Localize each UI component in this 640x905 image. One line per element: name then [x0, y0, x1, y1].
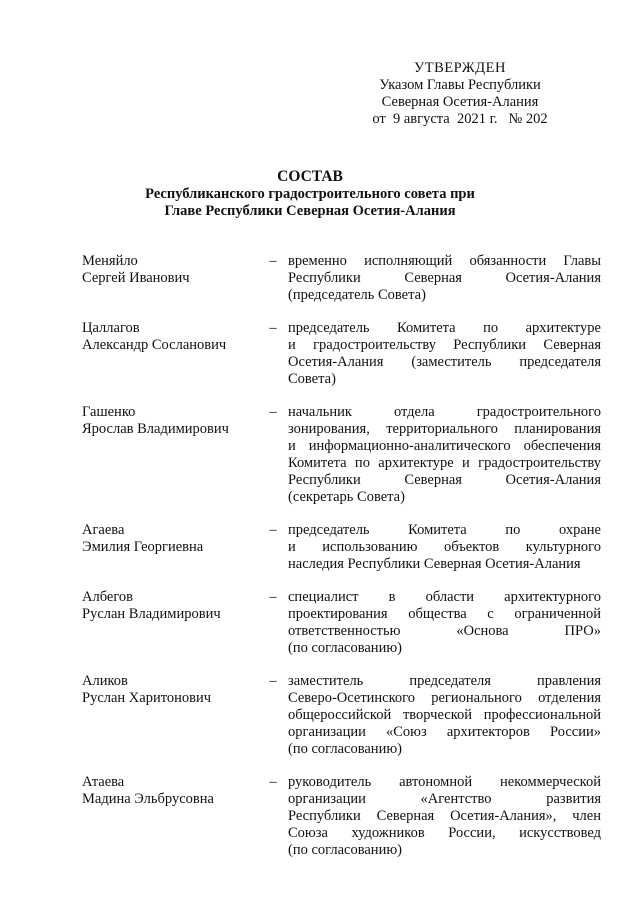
member-role-line: Осетия-Алания (заместитель председателя [288, 354, 601, 370]
member-dash: – [269, 522, 277, 538]
member-role-line: ответственностью «Основа ПРО» [288, 623, 601, 639]
member-given-names: Эмилия Георгиевна [82, 539, 204, 555]
member-role-line: Союза художников России, искусствовед [288, 825, 601, 841]
title-heading: СОСТАВ [277, 168, 343, 185]
member-role-line: (секретарь Совета) [288, 489, 405, 505]
member-name [82, 522, 258, 573]
member-name [82, 320, 258, 388]
approval-block [360, 60, 560, 128]
member-role-line: временно исполняющий обязанности Главы [288, 253, 601, 269]
member-given-names: Мадина Эльбрусовна [82, 791, 214, 807]
member-given-names: Александр Сосланович [82, 337, 227, 353]
member-dash: – [269, 589, 277, 605]
member-surname: Аликов [82, 673, 128, 689]
member-surname: Гашенко [82, 404, 136, 420]
member-role-line: (по согласованию) [288, 842, 402, 858]
member-given-names: Руслан Владимирович [82, 606, 221, 622]
member-dash: – [269, 673, 277, 689]
member-role-line: и использованию объектов культурного [288, 539, 601, 555]
approval-decree: Указом Главы Республики [379, 77, 541, 93]
member-role-line: председатель Комитета по охране [288, 522, 601, 538]
member-role [288, 404, 601, 506]
member-role-line: Республики Северная Осетия-Алания [288, 270, 601, 286]
member-name [82, 404, 258, 506]
member-role-line: (по согласованию) [288, 640, 402, 656]
member-role [288, 774, 601, 859]
member-role-line: начальник отдела градостроительного [288, 404, 601, 420]
member-given-names: Руслан Харитонович [82, 690, 212, 706]
members-list [82, 253, 602, 875]
member-row [82, 404, 602, 506]
member-role [288, 522, 601, 573]
member-role-line: общероссийской творческой профессиональной [288, 707, 601, 723]
member-role [288, 253, 601, 304]
member-role-line: Совета) [288, 371, 336, 387]
member-name [82, 253, 258, 304]
member-surname: Меняйло [82, 253, 138, 269]
member-name [82, 774, 258, 859]
member-role-line: наследия Республики Северная Осетия-Алания [288, 556, 581, 572]
approval-republic: Северная Осетия-Алания [381, 94, 539, 110]
member-surname: Атаева [82, 774, 125, 790]
member-role-line: организации «Агентство развития [288, 791, 601, 807]
member-role-line: Северо-Осетинского регионального отделения [288, 690, 601, 706]
member-role [288, 589, 601, 657]
member-surname: Агаева [82, 522, 125, 538]
member-surname: Цаллагов [82, 320, 140, 336]
member-dash: – [269, 253, 277, 269]
title-line-2: Главе Республики Северная Осетия-Алания [164, 203, 456, 219]
member-given-names: Ярослав Владимирович [82, 421, 229, 437]
member-row [82, 774, 602, 859]
member-given-names: Сергей Иванович [82, 270, 190, 286]
member-row [82, 320, 602, 388]
member-role-line: (председатель Совета) [288, 287, 426, 303]
member-role-line: организации «Союз архитекторов России» [288, 724, 601, 740]
member-row [82, 589, 602, 657]
approval-date-number: от 9 августа 2021 г. № 202 [372, 111, 548, 127]
member-row [82, 673, 602, 758]
approval-stamp: УТВЕРЖДЕН [414, 60, 506, 76]
member-role-line: Комитета по архитектуре и градостроительству [288, 455, 601, 471]
member-role-line: и информационно-аналитического обеспечения [288, 438, 601, 454]
member-role [288, 673, 601, 758]
member-role [288, 320, 601, 388]
member-role-line: и градостроительству Республики Северная [288, 337, 601, 353]
member-role-line: специалист в области архитектурного [288, 589, 601, 605]
title-line-1: Республиканского градостроительного совета при [145, 186, 475, 202]
member-name [82, 589, 258, 657]
member-dash: – [269, 320, 277, 336]
member-dash: – [269, 404, 277, 420]
member-role-line: председатель Комитета по архитектуре [288, 320, 601, 336]
member-row [82, 253, 602, 304]
member-role-line: зонирования, территориального планирования [288, 421, 601, 437]
member-row [82, 522, 602, 573]
member-dash: – [269, 774, 277, 790]
member-role-line: руководитель автономной некоммерческой [288, 774, 601, 790]
member-surname: Албегов [82, 589, 134, 605]
document-title [80, 168, 540, 220]
member-role-line: проектирования общества с ограниченной [288, 606, 601, 622]
member-role-line: заместитель председателя правления [288, 673, 601, 689]
member-name [82, 673, 258, 758]
member-role-line: Республики Северная Осетия-Алания», член [288, 808, 601, 824]
member-role-line: Республики Северная Осетия-Алания [288, 472, 601, 488]
member-role-line: (по согласованию) [288, 741, 402, 757]
